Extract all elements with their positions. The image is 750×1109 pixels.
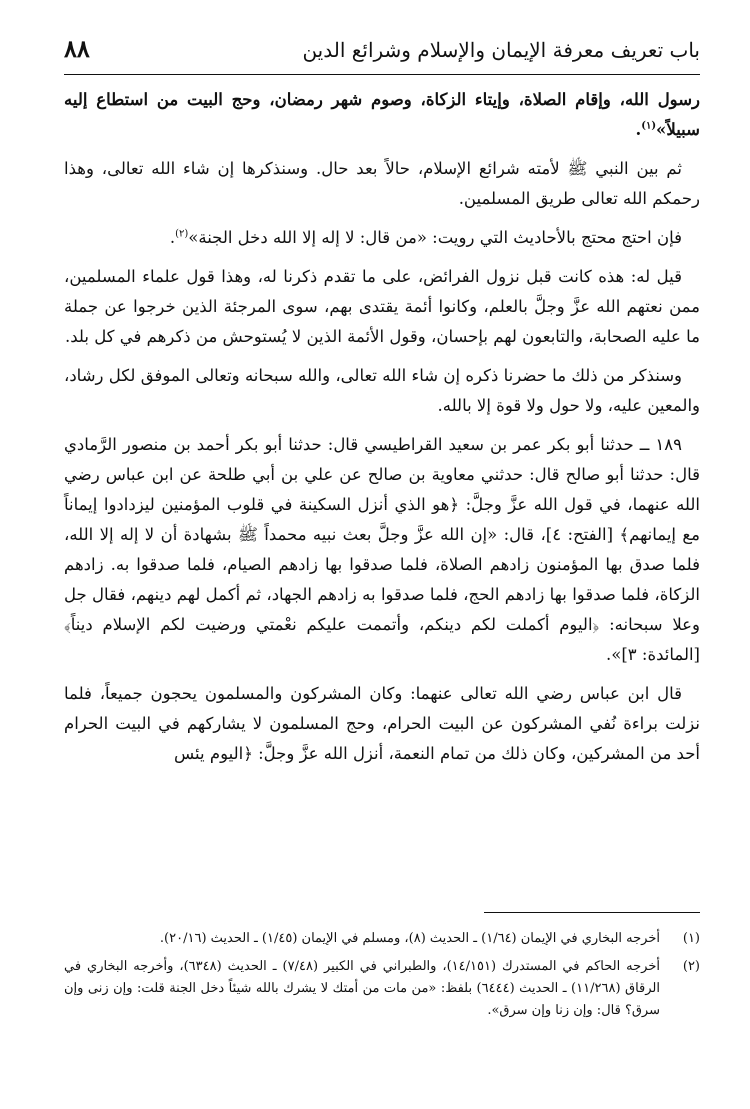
paragraph-mention: وسنذكر من ذلك ما حضرنا ذكره إن شاء الله تعالى، والله سبحانه وتعالى الموفق لكل رشاد، والمعين عليه، ولا حول ولا قوة إلا بالله.	[64, 366, 700, 415]
paragraph-reply: قيل له: هذه كانت قبل نزول الفرائض، على ما تقدم ذكرنا له، وهذا قول علماء المسلمين، ممن نعتهم الله عزَّ وجلَّ بالعلم، وكانوا أئمة يقتدى بهم، سوى المرجئة الذين خرجوا عن جملة ما عليه الصحابة، والتابعون لهم بإحسان، وقول الأئمة الذين لا يُستوحش من ذكرهم في كل بلد.	[64, 267, 700, 346]
page-number: ٨٨	[64, 34, 90, 63]
paragraph-hadith-end: رسول الله، وإقام الصلاة، وإيتاء الزكاة، وصوم شهر رمضان، وحج البيت من استطاع إليه سبيلاً»$^{(١)}$.	[64, 90, 700, 139]
paragraph-sharia: ثم بين النبي ﷺ لأمته شرائع الإسلام، حالاً بعد حال. وسنذكرها إن شاء الله تعالى، وهذا رحمكم الله تعالى طريق المسلمين.	[64, 159, 700, 208]
footnotes	[64, 928, 700, 1028]
footnote-separator	[484, 912, 700, 913]
paragraph-ibn-abbas: قال ابن عباس رضي الله تعالى عنهما: وكان المشركون والمسلمون يحجون جميعاً، فلما نزلت براءة نُفي المشركون عن البيت الحرام، وحج المسلمون لا يشاركهم في البيت الحرام أحد من المشركين، وكان ذلك من تمام النعمة، أنزل الله عزَّ وجلَّ: ﴿اليوم يئس	[64, 684, 700, 763]
footnote-2	[64, 956, 700, 1022]
footnote-number: (٢)	[682, 959, 700, 974]
footnote-ref-1[interactable]: (١)	[641, 120, 657, 132]
footnote-text: أخرجه البخاري في الإيمان (١/٦٤) ـ الحديث (٨)، ومسلم في الإيمان (١/٤٥) ـ الحديث (٢٠/١٦).	[159, 931, 660, 946]
paragraph-hadith-189: ١٨٩ ــ حدثنا أبو بكر عمر بن سعيد القراطيسي قال: حدثنا أبو بكر أحمد بن منصور الرَّمادي قال: حدثنا أبو صالح قال: حدثني معاوية بن صالح عن علي بن أبي طلحة عن ابن عباس رضي الله عنهما، في قول الله عزَّ وجلَّ: ﴿هو الذي أنزل السكينة في قلوب المؤمنين ليزدادوا إيماناً مع إيمانهم﴾ [الفتح: ٤]، قال: «إن الله عزَّ وجلَّ بعث نبيه محمداً ﷺ بشهادة أن لا إله إلا الله، فلما صدق بها المؤمنون زادهم الصلاة، فلما صدقوا بها زادهم الصيام، فلما صدقوا به. زادهم الزكاة، فلما صدقوا بها زادهم الحج، فلما صدقوا به زادهم الجهاد، ثم أكمل لهم دينهم، فقال جل وعلا سبحانه: ﴿اليوم أكملت لكم دينكم، وأتممت عليكم نعْمتي ورضيت لكم الإسلام ديناً﴾ [المائدة: ٣]».	[64, 435, 700, 664]
chapter-title: باب تعريف معرفة الإيمان والإسلام وشرائع الدين	[302, 38, 700, 62]
main-text	[64, 85, 700, 778]
footnote-ref-2[interactable]: (٢)	[175, 228, 189, 240]
paragraph-objection: فإن احتج محتج بالأحاديث التي رويت: «من قال: لا إله إلا الله دخل الجنة»$^{(٢)}$.	[169, 228, 682, 247]
footnote-text: أخرجه الحاكم في المستدرك (١٤/١٥١)، والطبراني في الكبير (٧/٤٨) ـ الحديث (٦٣٤٨)، وأخرجه البخاري في الرقاق (١١/٢٦٨) ـ الحديث (٦٤٤٤) بلفظ: «من مات من أمتك لا يشرك بالله شيئاً دخل الجنة قلت: وإن زنى وإن سرق؟ قال: وإن زنا وإن سرق».	[64, 959, 660, 1018]
footnote-number: (١)	[682, 931, 700, 946]
footnote-1	[64, 928, 700, 950]
running-header	[64, 30, 700, 75]
